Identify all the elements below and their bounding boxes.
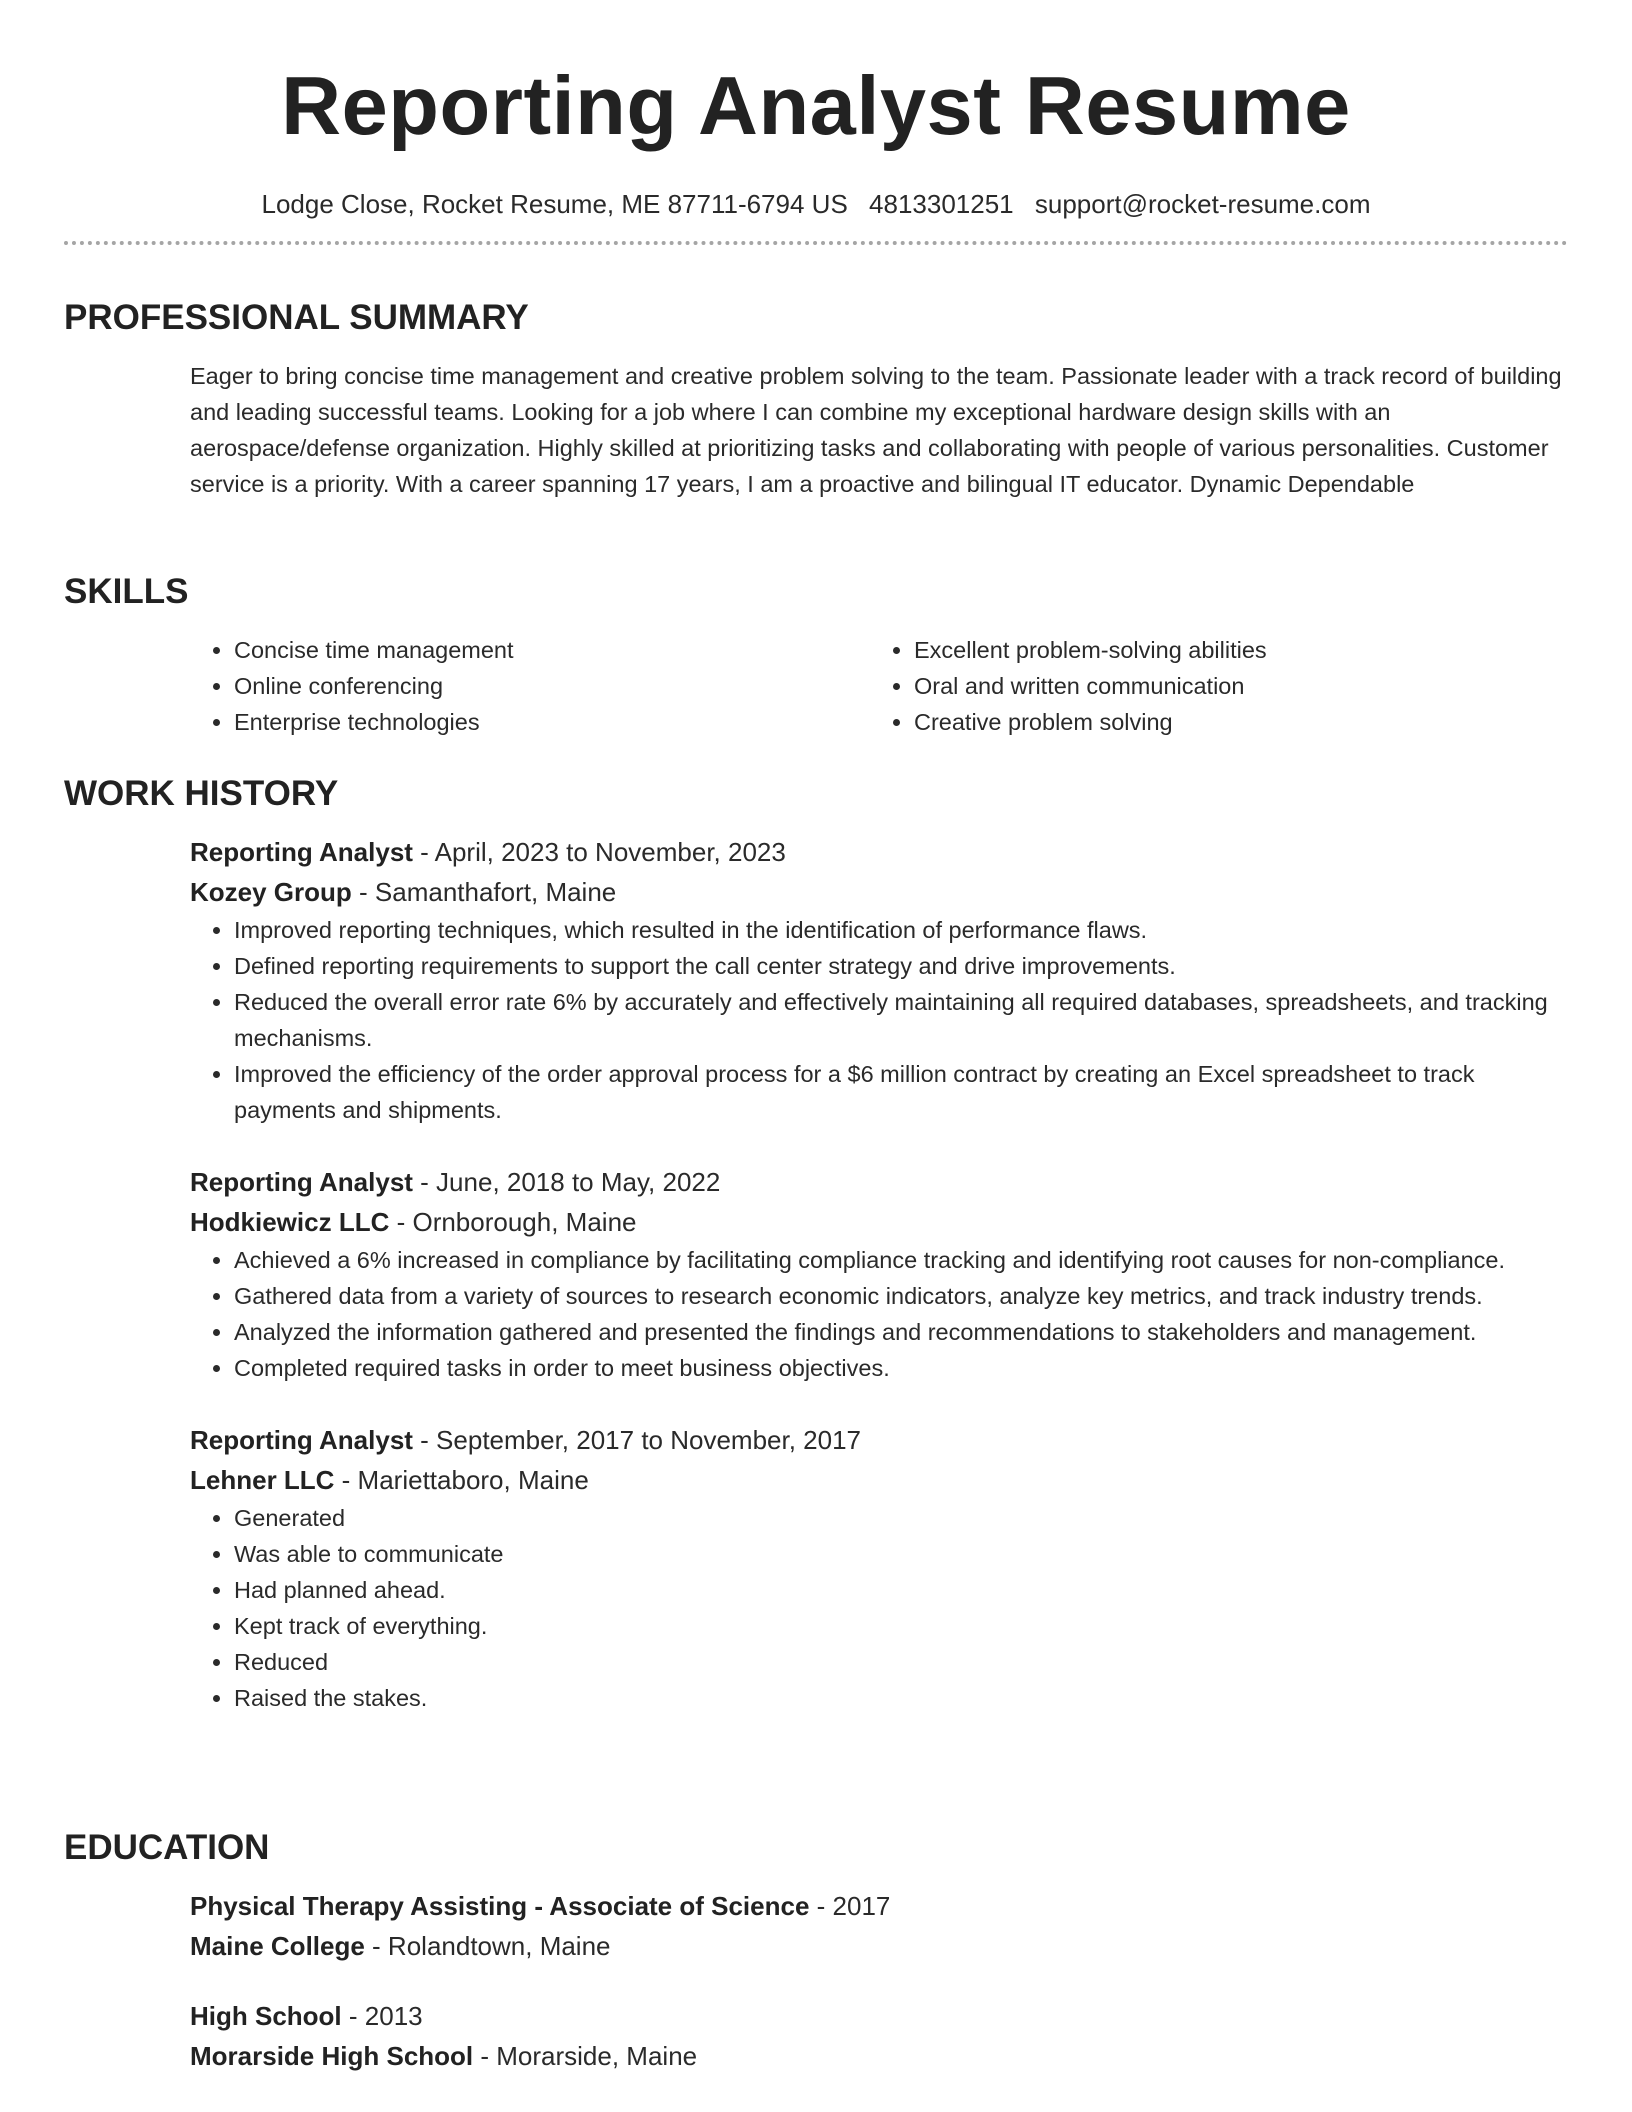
job-bullet: • Defined reporting requirements to support the call center strategy and drive improvements. bbox=[234, 948, 1568, 984]
job-role: Reporting Analyst bbox=[190, 1167, 413, 1197]
education-degree: High School bbox=[190, 2001, 342, 2031]
education-year: - 2017 bbox=[809, 1891, 891, 1921]
job-bullet: • Kept track of everything. bbox=[234, 1608, 1568, 1644]
education-entry bbox=[190, 1886, 1568, 1966]
education-school-line bbox=[190, 1926, 1568, 1966]
resume-header bbox=[64, 0, 1568, 245]
skill-item: • Creative problem solving bbox=[914, 704, 1568, 740]
education-school: Morarside High School bbox=[190, 2041, 474, 2071]
job-bullet: • Completed required tasks in order to meet business objectives. bbox=[234, 1350, 1568, 1386]
education-school: Maine College bbox=[190, 1931, 365, 1961]
education-degree-line bbox=[190, 1996, 1568, 2036]
job-bullets bbox=[190, 912, 1568, 1128]
header-divider bbox=[64, 241, 1568, 245]
skills-grid bbox=[190, 632, 1568, 740]
education-section bbox=[64, 1826, 1568, 2106]
job-location: - Mariettaboro, Maine bbox=[334, 1465, 589, 1495]
work-history-section bbox=[64, 772, 1568, 1750]
job-role: Reporting Analyst bbox=[190, 1425, 413, 1455]
job-bullet: • Raised the stakes. bbox=[234, 1680, 1568, 1716]
job-bullet: • Was able to communicate bbox=[234, 1536, 1568, 1572]
skill-item: • Oral and written communication bbox=[914, 668, 1568, 704]
job-company-line bbox=[190, 872, 1568, 912]
job-bullets bbox=[190, 1500, 1568, 1716]
education-year: - 2013 bbox=[341, 2001, 423, 2031]
education-school-line bbox=[190, 2036, 1568, 2076]
job-bullets bbox=[190, 1242, 1568, 1386]
summary-section bbox=[64, 296, 1568, 502]
resume-title: Reporting Analyst Resume bbox=[281, 59, 1351, 152]
skill-item: • Concise time management bbox=[234, 632, 870, 668]
job-bullet: • Generated bbox=[234, 1500, 1568, 1536]
job-location: - Ornborough, Maine bbox=[389, 1207, 637, 1237]
job-bullet: • Improved the efficiency of the order approval process for a $6 million contract by creating an Excel spreadsheet to track payments and shipments. bbox=[234, 1056, 1568, 1128]
job-title-line bbox=[190, 832, 1568, 872]
contact-address: Lodge Close, Rocket Resume, ME 87711-6794 US bbox=[261, 189, 848, 219]
job-dates: - September, 2017 to November, 2017 bbox=[412, 1425, 862, 1455]
education-degree: Physical Therapy Assisting - Associate of Science bbox=[190, 1891, 810, 1921]
job-bullet: • Analyzed the information gathered and presented the findings and recommendations to stakeholders and management. bbox=[234, 1314, 1568, 1350]
job-dates: - June, 2018 to May, 2022 bbox=[412, 1167, 721, 1197]
skills-list-left bbox=[190, 632, 870, 740]
skills-list-right bbox=[870, 632, 1568, 740]
job-title-line bbox=[190, 1420, 1568, 1460]
education-location: - Morarside, Maine bbox=[473, 2041, 698, 2071]
job-company: Kozey Group bbox=[190, 877, 352, 907]
job-title-line bbox=[190, 1162, 1568, 1202]
summary-text: Eager to bring concise time management and creative problem solving to the team. Passionate leader with a track record of building and leading successful teams. Looking for a job where I can combine my exceptional hardware design skills with an aerospace/defense organization. Highly skilled at prioritizing tasks and collaborating with people of various personalities. Customer service is a priority. With a career spanning 17 years, I am a proactive and bilingual IT educator. Dynamic Dependable bbox=[190, 363, 1562, 497]
job-entry bbox=[190, 1162, 1568, 1386]
job-bullet: • Improved reporting techniques, which resulted in the identification of performance flaws. bbox=[234, 912, 1568, 948]
education-entry bbox=[190, 1996, 1568, 2076]
job-bullet: • Gathered data from a variety of sources to research economic indicators, analyze key metrics, and track industry trends. bbox=[234, 1278, 1568, 1314]
job-role: Reporting Analyst bbox=[190, 837, 413, 867]
contact-phone: 4813301251 bbox=[869, 189, 1014, 219]
work-history-heading: WORK HISTORY bbox=[64, 774, 339, 813]
job-company: Lehner LLC bbox=[190, 1465, 335, 1495]
education-heading: EDUCATION bbox=[64, 1828, 270, 1867]
job-company-line bbox=[190, 1202, 1568, 1242]
job-company: Hodkiewicz LLC bbox=[190, 1207, 390, 1237]
job-bullet: • Had planned ahead. bbox=[234, 1572, 1568, 1608]
skills-heading: SKILLS bbox=[64, 572, 189, 611]
job-entry bbox=[190, 832, 1568, 1128]
skill-item: • Excellent problem-solving abilities bbox=[914, 632, 1568, 668]
job-bullet: • Reduced the overall error rate 6% by accurately and effectively maintaining all required databases, spreadsheets, and tracking mechanisms. bbox=[234, 984, 1568, 1056]
skill-item: • Online conferencing bbox=[234, 668, 870, 704]
job-location: - Samanthafort, Maine bbox=[351, 877, 617, 907]
education-location: - Rolandtown, Maine bbox=[364, 1931, 611, 1961]
contact-email: support@rocket-resume.com bbox=[1034, 189, 1371, 219]
skills-section bbox=[64, 570, 1568, 740]
job-entry bbox=[190, 1420, 1568, 1716]
job-bullet: • Reduced bbox=[234, 1644, 1568, 1680]
job-company-line bbox=[190, 1460, 1568, 1500]
contact-line bbox=[64, 187, 1568, 221]
summary-heading: PROFESSIONAL SUMMARY bbox=[64, 298, 529, 337]
job-dates: - April, 2023 to November, 2023 bbox=[412, 837, 786, 867]
job-bullet: • Achieved a 6% increased in compliance by facilitating compliance tracking and identifying root causes for non-compliance. bbox=[234, 1242, 1568, 1278]
education-degree-line bbox=[190, 1886, 1568, 1926]
skill-item: • Enterprise technologies bbox=[234, 704, 870, 740]
